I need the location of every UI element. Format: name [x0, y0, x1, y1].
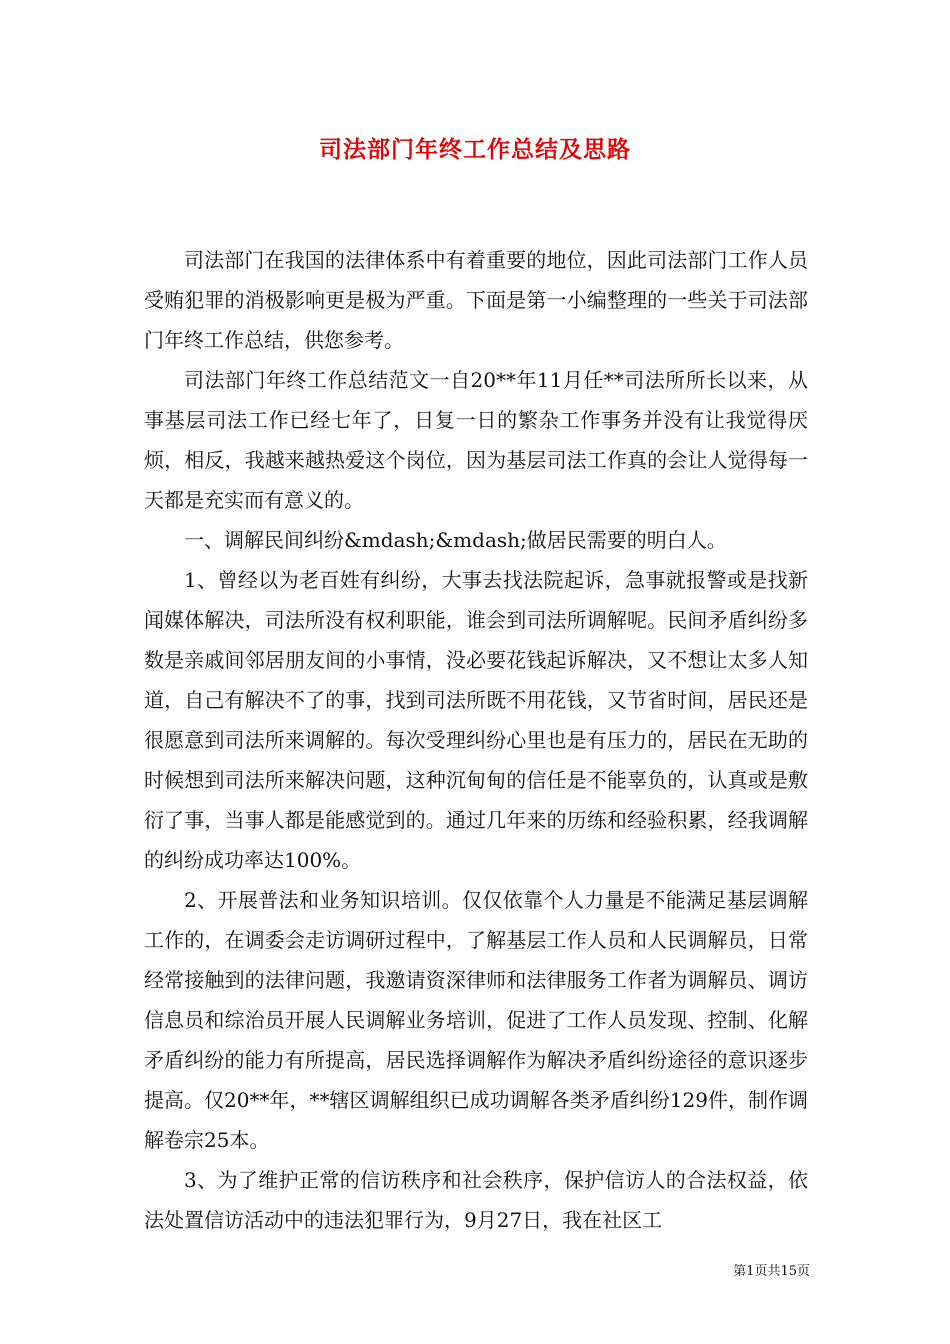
paragraph-intro: 司法部门在我国的法律体系中有着重要的地位，因此司法部门工作人员受贿犯罪的消极影响更是极为严重。下面是第一小编整理的一些关于司法部门年终工作总结，供您参考。: [144, 248, 808, 352]
paragraph-sample-one: 司法部门年终工作总结范文一自20**年11月任**司法所所长以来，从事基层司法工作已经七年了，日复一日的繁杂工作事务并没有让我觉得厌烦，相反，我越来越热爱这个岗位，因为基层司法工作真的会让人觉得每一天都是充实而有意义的。: [144, 368, 808, 512]
paragraph-item-2: 2、开展普法和业务知识培训。仅仅依靠个人力量是不能满足基层调解工作的，在调委会走访调研过程中，了解基层工作人员和人民调解员，日常经常接触到的法律问题，我邀请资深律师和法律服务工作者为调解员、调访信息员和综治员开展人民调解业务培训，促进了工作人员发现、控制、化解矛盾纠纷的能力有所提高，居民选择调解作为解决矛盾纠纷途径的意识逐步提高。仅20**年，**辖区调解组织已成功调解各类矛盾纠纷129件，制作调解卷宗25本。: [144, 888, 808, 1152]
page-number-footer: 第1页共15页: [733, 1264, 810, 1279]
paragraph-item-3: 3、为了维护正常的信访秩序和社会秩序，保护信访人的合法权益，依法处置信访活动中的违法犯罪行为，9月27日，我在社区工: [144, 1168, 808, 1232]
paragraph-section-one-heading: 一、调解民间纠纷&mdash;&mdash;做居民需要的明白人。: [184, 528, 727, 552]
paragraph-item-1: 1、曾经以为老百姓有纠纷，大事去找法院起诉，急事就报警或是找新闻媒体解决，司法所没有权利职能，谁会到司法所调解呢。民间矛盾纠纷多数是亲戚间邻居朋友间的小事情，没必要花钱起诉解决，又不想让太多人知道，自己有解决不了的事，找到司法所既不用花钱，又节省时间，居民还是很愿意到司法所来调解的。每次受理纠纷心里也是有压力的，居民在无助的时候想到司法所来解决问题，这种沉甸甸的信任是不能辜负的，认真或是敷衍了事，当事人都是能感觉到的。通过几年来的历练和经验积累，经我调解的纠纷成功率达100%。: [144, 568, 808, 872]
document-body: [144, 240, 808, 1240]
document-title: 司法部门年终工作总结及思路: [319, 136, 631, 163]
